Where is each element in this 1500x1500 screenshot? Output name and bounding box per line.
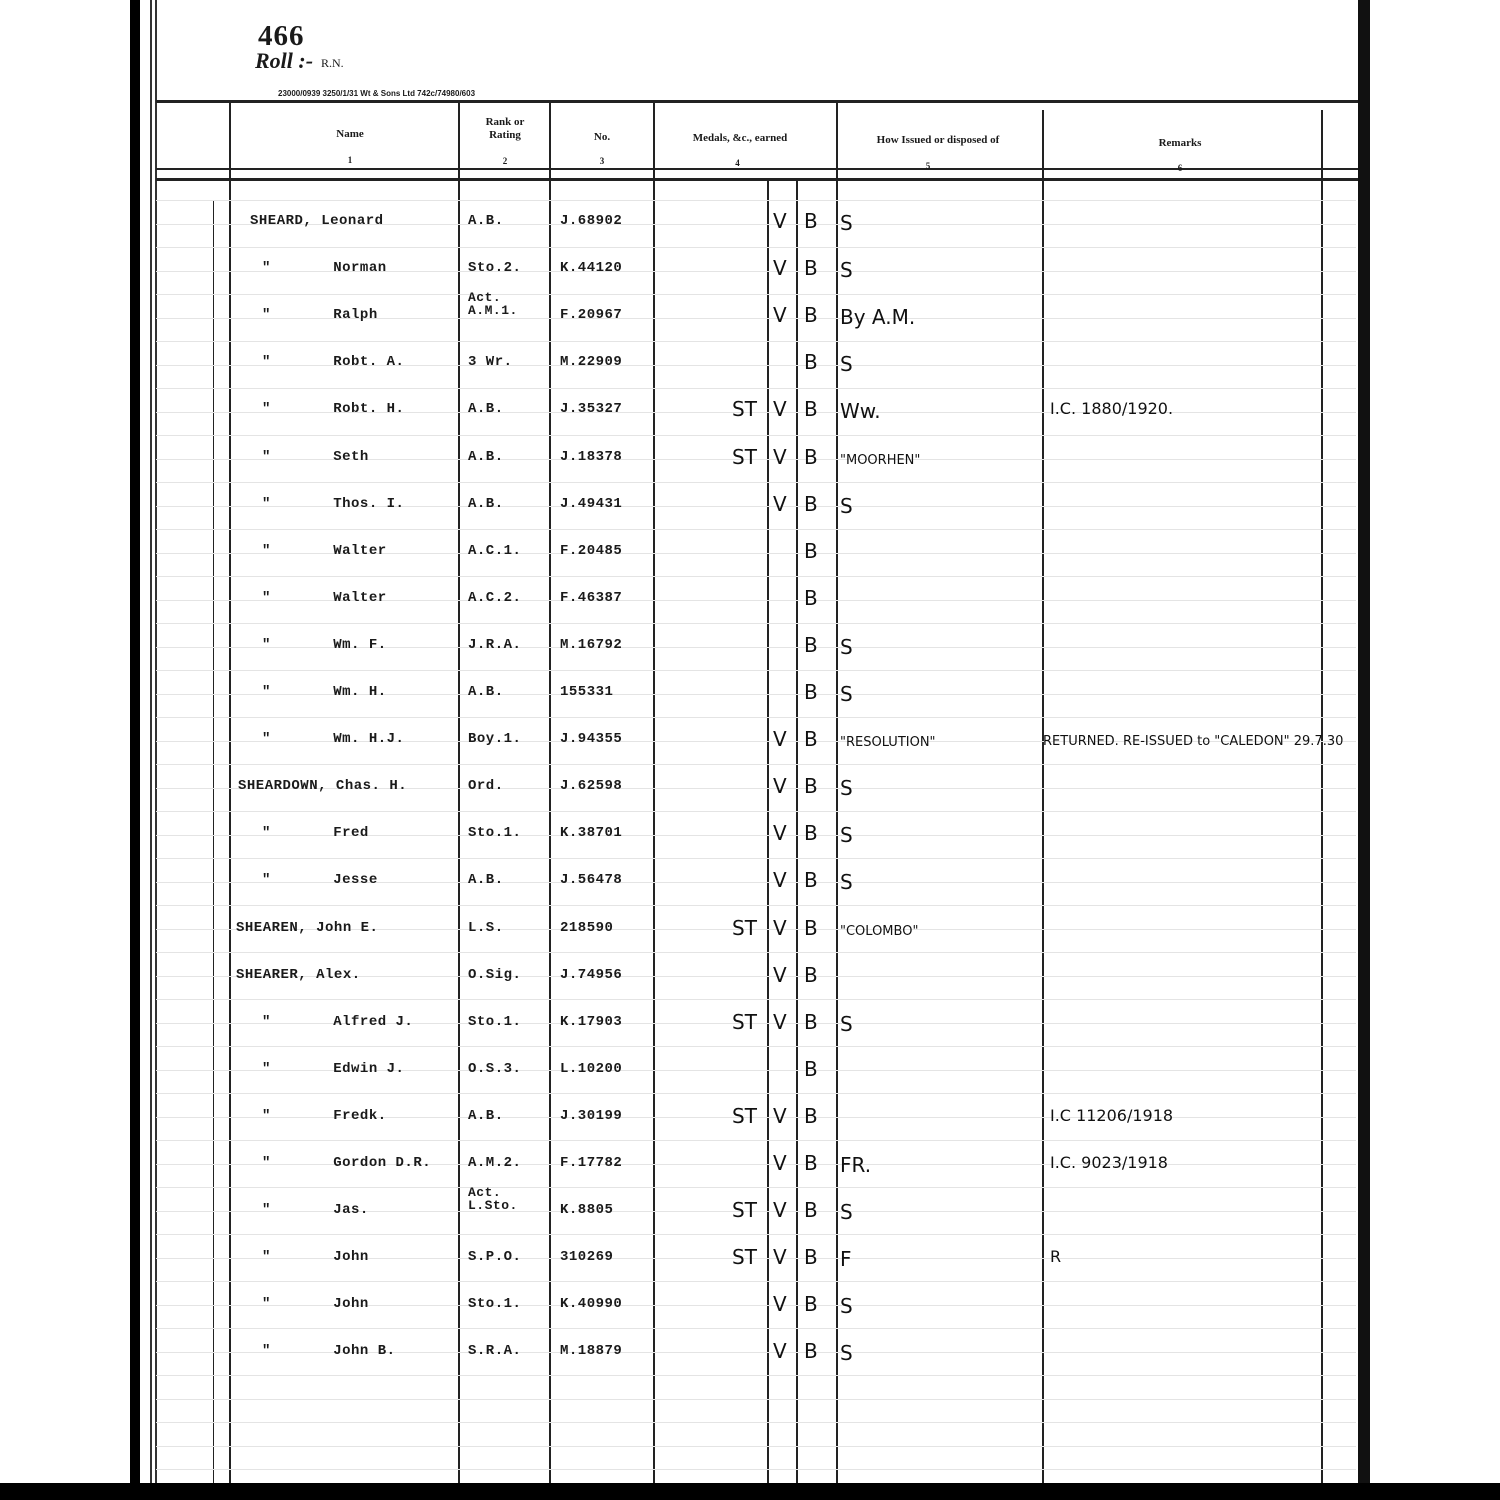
entry-name: " Robt. H. xyxy=(262,401,405,417)
entry-name: " Walter xyxy=(262,590,387,606)
ledger-rule xyxy=(156,341,1356,342)
british-war-medal-mark: B xyxy=(804,1010,818,1034)
british-war-medal-mark: B xyxy=(804,492,818,516)
issue-disposal-note: S xyxy=(840,776,853,800)
issue-disposal-note: S xyxy=(840,682,853,706)
ledger-rule xyxy=(156,764,1356,765)
entry-name: SHEARDOWN, Chas. H. xyxy=(238,778,408,794)
entry-name: " Wm. F. xyxy=(262,637,387,653)
ledger-rule xyxy=(156,1399,1356,1400)
entry-service-number: J.74956 xyxy=(560,967,623,983)
entry-service-number: M.18879 xyxy=(560,1343,623,1359)
column-rule xyxy=(229,100,231,1483)
ledger-rule xyxy=(156,529,1356,530)
entry-service-number: J.30199 xyxy=(560,1108,623,1124)
entry-service-number: J.56478 xyxy=(560,872,623,888)
ledger-rule xyxy=(156,670,1356,671)
ledger-rule xyxy=(156,811,1356,812)
entry-rank: A.B. xyxy=(468,1108,504,1124)
column-header-rank xyxy=(473,116,537,142)
victory-medal-mark: V xyxy=(773,1151,787,1175)
column-header-no: No. xyxy=(593,131,611,143)
column-header-medals: Medals, &c., earned xyxy=(692,132,788,144)
entry-name: " Walter xyxy=(262,543,387,559)
entry-service-number: K.44120 xyxy=(560,260,623,276)
british-war-medal-mark: B xyxy=(804,1292,818,1316)
ledger-rule xyxy=(156,294,1356,295)
entry-rank: Sto.2. xyxy=(468,260,522,276)
roll-value: R.N. xyxy=(321,56,344,70)
entry-rank: A.B. xyxy=(468,684,504,700)
ledger-rule xyxy=(156,858,1356,859)
british-war-medal-mark: B xyxy=(804,1198,818,1222)
entry-service-number: J.18378 xyxy=(560,449,623,465)
entry-service-number: J.35327 xyxy=(560,401,623,417)
entry-name: " John B. xyxy=(262,1343,396,1359)
entry-service-number: F.46387 xyxy=(560,590,623,606)
entry-service-number: F.20485 xyxy=(560,543,623,559)
entry-rank: Act. A.M.1. xyxy=(468,290,518,318)
column-number: 3 xyxy=(599,156,605,166)
entry-name: SHEARD, Leonard xyxy=(250,213,384,229)
entry-service-number: K.17903 xyxy=(560,1014,623,1030)
entry-name: " Norman xyxy=(262,260,387,276)
entry-name: SHEAREN, John E. xyxy=(236,920,379,936)
star-medal-mark: ST xyxy=(732,445,757,469)
entry-service-number: M.16792 xyxy=(560,637,623,653)
victory-medal-mark: V xyxy=(773,821,787,845)
issue-disposal-note: F xyxy=(840,1247,852,1271)
victory-medal-mark: V xyxy=(773,1245,787,1269)
entry-name: " Ralph xyxy=(262,307,378,323)
victory-medal-mark: V xyxy=(773,1010,787,1034)
entry-rank: A.C.1. xyxy=(468,543,522,559)
entry-name: " Robt. A. xyxy=(262,354,405,370)
entry-service-number: 310269 xyxy=(560,1249,614,1265)
entry-service-number: K.8805 xyxy=(560,1202,614,1218)
entry-rank: A.B. xyxy=(468,496,504,512)
column-rule xyxy=(653,100,655,1483)
entry-rank: Boy.1. xyxy=(468,731,522,747)
entry-rank: S.R.A. xyxy=(468,1343,522,1359)
issue-disposal-note: FR. xyxy=(840,1153,872,1177)
scan-margin-right xyxy=(1370,0,1500,1500)
victory-medal-mark: V xyxy=(773,1198,787,1222)
victory-medal-mark: V xyxy=(773,1339,787,1363)
british-war-medal-mark: B xyxy=(804,821,818,845)
rank-header-text: Rank or Rating xyxy=(485,116,525,141)
scan-margin-left xyxy=(0,0,130,1500)
entry-rank: A.B. xyxy=(468,872,504,888)
british-war-medal-mark: B xyxy=(804,1339,818,1363)
victory-medal-mark: V xyxy=(773,774,787,798)
scan-margin-bottom xyxy=(0,1483,1500,1500)
british-war-medal-mark: B xyxy=(804,727,818,751)
ledger-rule xyxy=(156,1187,1356,1188)
entry-service-number: 218590 xyxy=(560,920,614,936)
column-number: 4 xyxy=(735,158,740,168)
victory-medal-mark: V xyxy=(773,397,787,421)
issue-disposal-note: S xyxy=(840,1200,853,1224)
victory-medal-mark: V xyxy=(773,916,787,940)
issue-disposal-note: Ww. xyxy=(840,399,881,423)
entry-service-number: L.10200 xyxy=(560,1061,623,1077)
entry-service-number: K.38701 xyxy=(560,825,623,841)
column-header-issued: How Issued or disposed of xyxy=(876,134,1000,146)
issue-disposal-note: S xyxy=(840,1294,853,1318)
victory-medal-mark: V xyxy=(773,209,787,233)
victory-medal-mark: V xyxy=(773,303,787,327)
entry-rank: Ord. xyxy=(468,778,504,794)
victory-medal-mark: V xyxy=(773,1104,787,1128)
entry-name: " Edwin J. xyxy=(262,1061,405,1077)
entry-service-number: F.17782 xyxy=(560,1155,623,1171)
entry-name: " Fredk. xyxy=(262,1108,387,1124)
column-number: 5 xyxy=(925,161,931,171)
issue-disposal-note: S xyxy=(840,823,853,847)
entry-service-number: J.68902 xyxy=(560,213,623,229)
entry-rank: Act. L.Sto. xyxy=(468,1185,518,1213)
column-number: 2 xyxy=(502,156,508,166)
ledger-rule xyxy=(156,1469,1356,1470)
ledger-rule xyxy=(156,717,1356,718)
star-medal-mark: ST xyxy=(732,1010,757,1034)
entry-rank: A.M.2. xyxy=(468,1155,522,1171)
british-war-medal-mark: B xyxy=(804,539,818,563)
british-war-medal-mark: B xyxy=(804,1104,818,1128)
entry-name: SHEARER, Alex. xyxy=(236,967,361,983)
ledger-rule xyxy=(156,435,1356,436)
column-rule xyxy=(1042,110,1044,1483)
british-war-medal-mark: B xyxy=(804,633,818,657)
page-number: 466 xyxy=(258,20,305,52)
victory-medal-mark: V xyxy=(773,868,787,892)
british-war-medal-mark: B xyxy=(804,303,818,327)
ledger-rule xyxy=(156,482,1356,483)
british-war-medal-mark: B xyxy=(804,1151,818,1175)
british-war-medal-mark: B xyxy=(804,209,818,233)
entry-service-number: J.62598 xyxy=(560,778,623,794)
entry-rank: A.B. xyxy=(468,213,504,229)
entry-name: " Fred xyxy=(262,825,369,841)
entry-rank: O.S.3. xyxy=(468,1061,522,1077)
issue-disposal-note: By A.M. xyxy=(840,305,916,329)
entry-service-number: 155331 xyxy=(560,684,614,700)
entry-rank: A.B. xyxy=(468,401,504,417)
star-medal-mark: ST xyxy=(732,1104,757,1128)
entry-name: " Jesse xyxy=(262,872,378,888)
ledger-rule xyxy=(156,1375,1356,1376)
british-war-medal-mark: B xyxy=(804,963,818,987)
british-war-medal-mark: B xyxy=(804,586,818,610)
binding-line xyxy=(150,0,152,1483)
entry-service-number: F.20967 xyxy=(560,307,623,323)
british-war-medal-mark: B xyxy=(804,1245,818,1269)
medal-subcolumn-rule xyxy=(796,180,798,1483)
issue-disposal-note: S xyxy=(840,870,853,894)
entry-rank: Sto.1. xyxy=(468,1014,522,1030)
ledger-rule xyxy=(156,999,1356,1000)
header-double-rule xyxy=(156,178,1358,181)
remarks-note: R xyxy=(1050,1247,1062,1266)
remarks-note: I.C 11206/1918 xyxy=(1050,1106,1174,1125)
remarks-note: RETURNED. RE-ISSUED to "CALEDON" 29.7.30 xyxy=(1043,734,1344,749)
star-medal-mark: ST xyxy=(732,397,757,421)
issue-disposal-note: "RESOLUTION" xyxy=(840,735,936,750)
ledger-rule xyxy=(156,905,1356,906)
ledger-rule xyxy=(156,1046,1356,1047)
issue-disposal-note: S xyxy=(840,258,853,282)
entry-rank: S.P.O. xyxy=(468,1249,522,1265)
ledger-rule xyxy=(156,200,1356,201)
star-medal-mark: ST xyxy=(732,916,757,940)
column-rule xyxy=(213,200,214,1483)
entry-name: " Thos. I. xyxy=(262,496,405,512)
british-war-medal-mark: B xyxy=(804,680,818,704)
ledger-rule xyxy=(156,1093,1356,1094)
ledger-rule xyxy=(156,1140,1356,1141)
victory-medal-mark: V xyxy=(773,492,787,516)
star-medal-mark: ST xyxy=(732,1198,757,1222)
ledger-rule xyxy=(156,1422,1356,1423)
british-war-medal-mark: B xyxy=(804,397,818,421)
british-war-medal-mark: B xyxy=(804,774,818,798)
medal-subcolumn-rule xyxy=(767,180,769,1483)
remarks-note: I.C. 1880/1920. xyxy=(1050,399,1174,418)
ledger-rule xyxy=(156,952,1356,953)
print-reference: 23000/0939 3250/1/31 Wt & Sons Ltd 742c/74980/603 xyxy=(278,89,476,98)
column-number: 1 xyxy=(347,155,353,165)
ledger-rule xyxy=(156,1281,1356,1282)
british-war-medal-mark: B xyxy=(804,445,818,469)
ledger-rule xyxy=(156,623,1356,624)
ledger-rule xyxy=(156,1234,1356,1235)
entry-rank: A.C.2. xyxy=(468,590,522,606)
column-header-name: Name xyxy=(336,128,364,140)
issue-disposal-note: S xyxy=(840,352,853,376)
victory-medal-mark: V xyxy=(773,1292,787,1316)
entry-name: " Alfred J. xyxy=(262,1014,414,1030)
entry-rank: A.B. xyxy=(468,449,504,465)
column-rule xyxy=(458,100,460,1483)
entry-name: " Seth xyxy=(262,449,369,465)
entry-name: " John xyxy=(262,1296,369,1312)
entry-name: " John xyxy=(262,1249,369,1265)
entry-rank: J.R.A. xyxy=(468,637,522,653)
ledger-rule xyxy=(156,576,1356,577)
british-war-medal-mark: B xyxy=(804,868,818,892)
header-top-rule xyxy=(156,100,1358,103)
victory-medal-mark: V xyxy=(773,445,787,469)
ledger-rule xyxy=(156,1446,1356,1447)
entry-rank: O.Sig. xyxy=(468,967,522,983)
victory-medal-mark: V xyxy=(773,963,787,987)
entry-name: " Jas. xyxy=(262,1202,369,1218)
issue-disposal-note: "COLOMBO" xyxy=(840,924,919,939)
ledger-rule xyxy=(156,1328,1356,1329)
entry-name: " Wm. H.J. xyxy=(262,731,405,747)
entry-service-number: M.22909 xyxy=(560,354,623,370)
victory-medal-mark: V xyxy=(773,256,787,280)
entry-service-number: J.94355 xyxy=(560,731,623,747)
british-war-medal-mark: B xyxy=(804,350,818,374)
column-rule xyxy=(1321,110,1323,1483)
british-war-medal-mark: B xyxy=(804,916,818,940)
issue-disposal-note: S xyxy=(840,1012,853,1036)
victory-medal-mark: V xyxy=(773,727,787,751)
sheet-binding-edge xyxy=(130,0,140,1483)
column-header-remarks: Remarks xyxy=(1158,137,1202,149)
column-rule xyxy=(836,100,838,1483)
column-rule xyxy=(549,100,551,1483)
issue-disposal-note: S xyxy=(840,211,853,235)
issue-disposal-note: "MOORHEN" xyxy=(840,453,921,468)
entry-rank: Sto.1. xyxy=(468,825,522,841)
sheet-right-edge xyxy=(1358,0,1370,1483)
column-number: 6 xyxy=(1177,163,1183,173)
entry-service-number: K.40990 xyxy=(560,1296,623,1312)
star-medal-mark: ST xyxy=(732,1245,757,1269)
remarks-note: I.C. 9023/1918 xyxy=(1050,1153,1168,1172)
entry-rank: 3 Wr. xyxy=(468,354,513,370)
entry-rank: L.S. xyxy=(468,920,504,936)
roll-label: Roll :- xyxy=(255,48,314,73)
ledger-rule xyxy=(156,247,1356,248)
entry-rank: Sto.1. xyxy=(468,1296,522,1312)
ledger-rule xyxy=(156,388,1356,389)
issue-disposal-note: S xyxy=(840,494,853,518)
british-war-medal-mark: B xyxy=(804,1057,818,1081)
issue-disposal-note: S xyxy=(840,1341,853,1365)
entry-service-number: J.49431 xyxy=(560,496,623,512)
issue-disposal-note: S xyxy=(840,635,853,659)
entry-name: " Gordon D.R. xyxy=(262,1155,432,1171)
british-war-medal-mark: B xyxy=(804,256,818,280)
entry-name: " Wm. H. xyxy=(262,684,387,700)
